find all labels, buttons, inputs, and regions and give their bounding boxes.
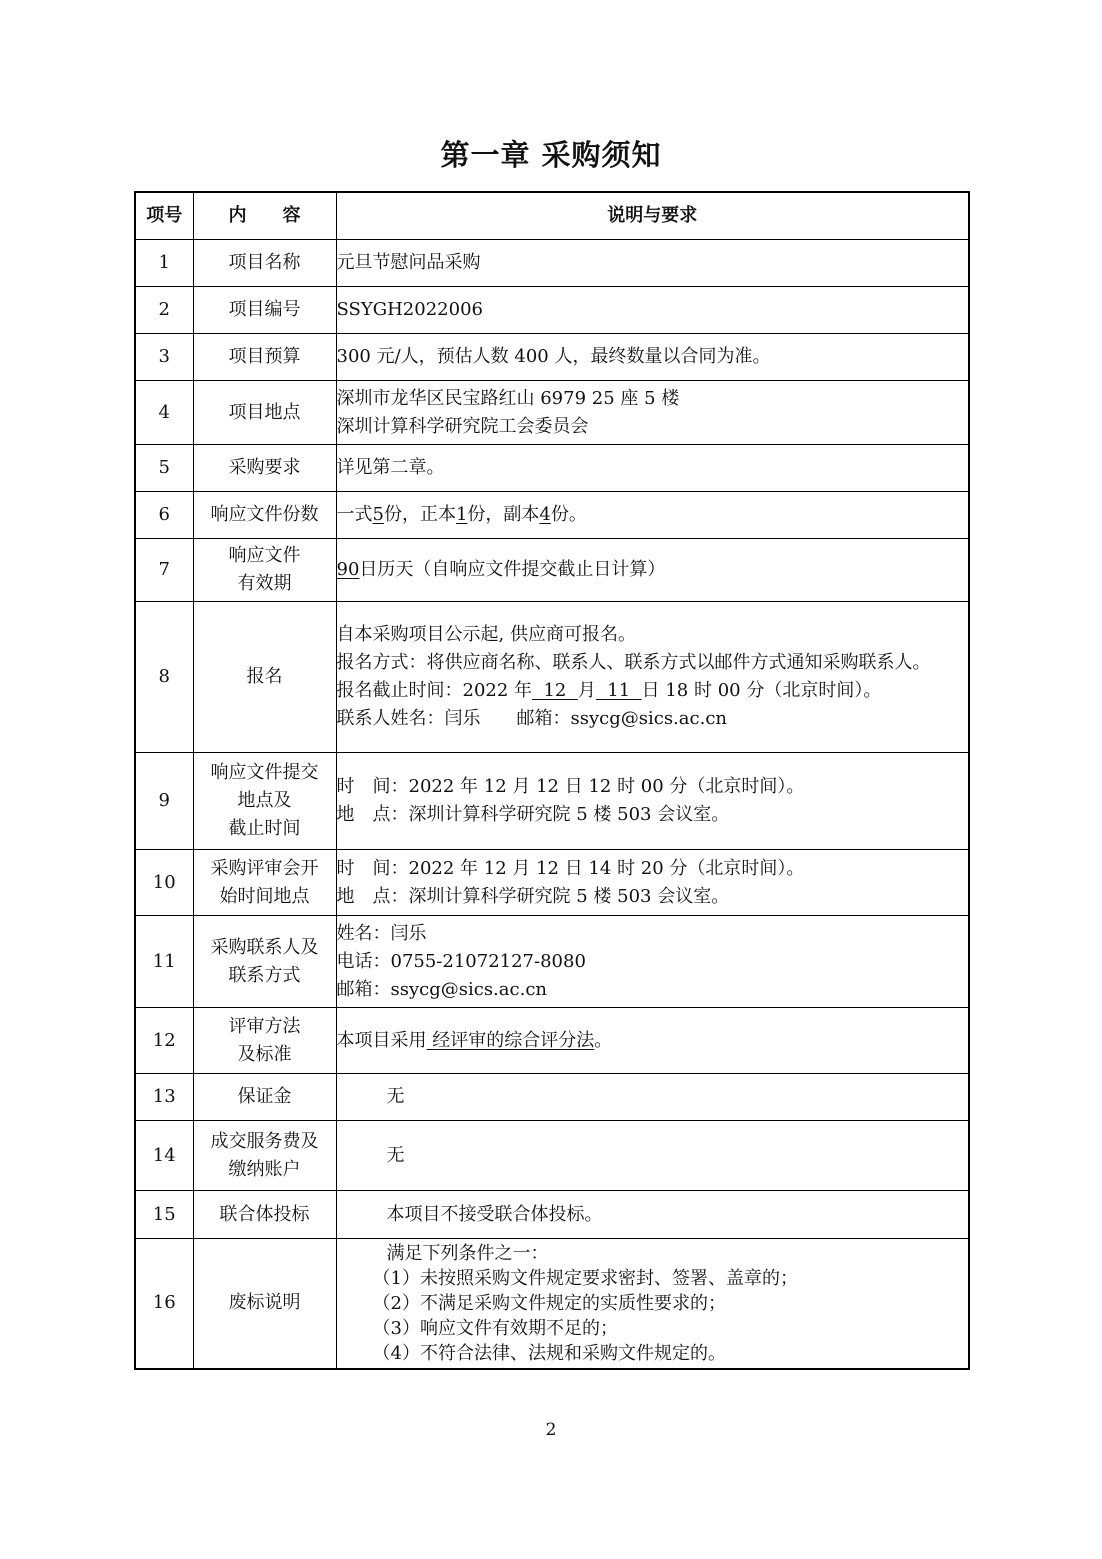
row-item: 响应文件提交 地点及 截止时间 [193, 753, 336, 850]
row-number: 8 [135, 602, 193, 753]
row-desc: 满足下列条件之一： （1）未按照采购文件规定要求密封、签署、盖章的； （2）不满足采购文件规定的实质性要求的； （3）响应文件有效期不足的； （4）不符合法律、法规和采购文件规定的。 [336, 1239, 969, 1369]
row-number: 5 [135, 445, 193, 492]
header-item: 内 容 [193, 192, 336, 240]
row-number: 1 [135, 240, 193, 287]
row-item: 保证金 [193, 1074, 336, 1121]
table-row [135, 381, 969, 445]
row-desc: 300 元/人，预估人数 400 人，最终数量以合同为准。 [336, 334, 969, 381]
header-desc: 说明与要求 [336, 192, 969, 240]
row-item: 报名 [193, 602, 336, 753]
row-desc: 详见第二章。 [336, 445, 969, 492]
table-row [135, 1121, 969, 1191]
row-desc: 一式5份，正本1份，副本4份。 [336, 492, 969, 539]
copies-duplicate: 4 [539, 504, 551, 525]
evaluation-method: 经评审的综合评分法 [426, 1029, 595, 1051]
row-desc: 本项目不接受联合体投标。 [336, 1191, 969, 1239]
row-number: 7 [135, 539, 193, 602]
row-number: 2 [135, 287, 193, 334]
row-desc: 深圳市龙华区民宝路红山 6979 25 座 5 楼 深圳计算科学研究院工会委员会 [336, 381, 969, 445]
row-item: 联合体投标 [193, 1191, 336, 1239]
row-item: 项目预算 [193, 334, 336, 381]
deadline-month: 12 [532, 680, 578, 701]
row-item: 废标说明 [193, 1239, 336, 1369]
row-desc: 无 [336, 1074, 969, 1121]
table-row [135, 916, 969, 1008]
row-number: 6 [135, 492, 193, 539]
table-row [135, 1239, 969, 1369]
header-no: 项号 [135, 192, 193, 240]
row-number: 14 [135, 1121, 193, 1191]
table-row [135, 602, 969, 753]
row-desc: 本项目采用 经评审的综合评分法。 [336, 1008, 969, 1074]
row-desc: 时 间：2022 年 12 月 12 日 12 时 00 分（北京时间）。 地 点：深圳计算科学研究院 5 楼 503 会议室。 [336, 753, 969, 850]
row-item: 项目地点 [193, 381, 336, 445]
row-item: 项目编号 [193, 287, 336, 334]
table-row [135, 1191, 969, 1239]
copies-original: 1 [455, 504, 468, 525]
copies-total: 5 [372, 504, 384, 525]
row-desc: 姓名：闫乐 电话：0755-21072127-8080 邮箱：ssycg@sics.ac.cn [336, 916, 969, 1008]
row-number: 3 [135, 334, 193, 381]
row-number: 12 [135, 1008, 193, 1074]
row-number: 16 [135, 1239, 193, 1369]
table-row [135, 492, 969, 539]
row-item: 评审方法 及标准 [193, 1008, 336, 1074]
row-number: 11 [135, 916, 193, 1008]
requirements-table [134, 191, 970, 1370]
row-desc: 无 [336, 1121, 969, 1191]
row-number: 10 [135, 850, 193, 916]
row-number: 4 [135, 381, 193, 445]
row-desc: SSYGH2022006 [336, 287, 969, 334]
row-desc: 时 间：2022 年 12 月 12 日 14 时 20 分（北京时间）。 地 点：深圳计算科学研究院 5 楼 503 会议室。 [336, 850, 969, 916]
row-item: 响应文件 有效期 [193, 539, 336, 602]
row-number: 15 [135, 1191, 193, 1239]
table-row [135, 850, 969, 916]
page-title: 第一章 采购须知 [440, 138, 662, 172]
deadline-day: 11 [595, 680, 642, 701]
table-row [135, 240, 969, 287]
row-number: 13 [135, 1074, 193, 1121]
row-item: 采购联系人及 联系方式 [193, 916, 336, 1008]
row-item: 采购要求 [193, 445, 336, 492]
validity-days: 90 [336, 559, 360, 580]
table-row [135, 539, 969, 602]
table-row [135, 334, 969, 381]
row-item: 响应文件份数 [193, 492, 336, 539]
row-desc: 元旦节慰问品采购 [336, 240, 969, 287]
table-row [135, 445, 969, 492]
table-header-row [135, 192, 969, 240]
row-number: 9 [135, 753, 193, 850]
table-row [135, 287, 969, 334]
row-desc: 90日历天（自响应文件提交截止日计算） [336, 539, 969, 602]
table-row [135, 753, 969, 850]
table-row [135, 1008, 969, 1074]
row-item: 项目名称 [193, 240, 336, 287]
page-number: 2 [545, 1420, 557, 1440]
table-row [135, 1074, 969, 1121]
row-item: 成交服务费及 缴纳账户 [193, 1121, 336, 1191]
row-item: 采购评审会开 始时间地点 [193, 850, 336, 916]
row-desc: 自本采购项目公示起, 供应商可报名。 报名方式：将供应商名称、联系人、联系方式以邮件方式通知采购联系人。 报名截止时间：2022 年 12 月 11 日 18 时 00 分（北京时间）。 联系人姓名：闫乐 邮箱：ssycg@sics.ac.cn [336, 602, 969, 753]
